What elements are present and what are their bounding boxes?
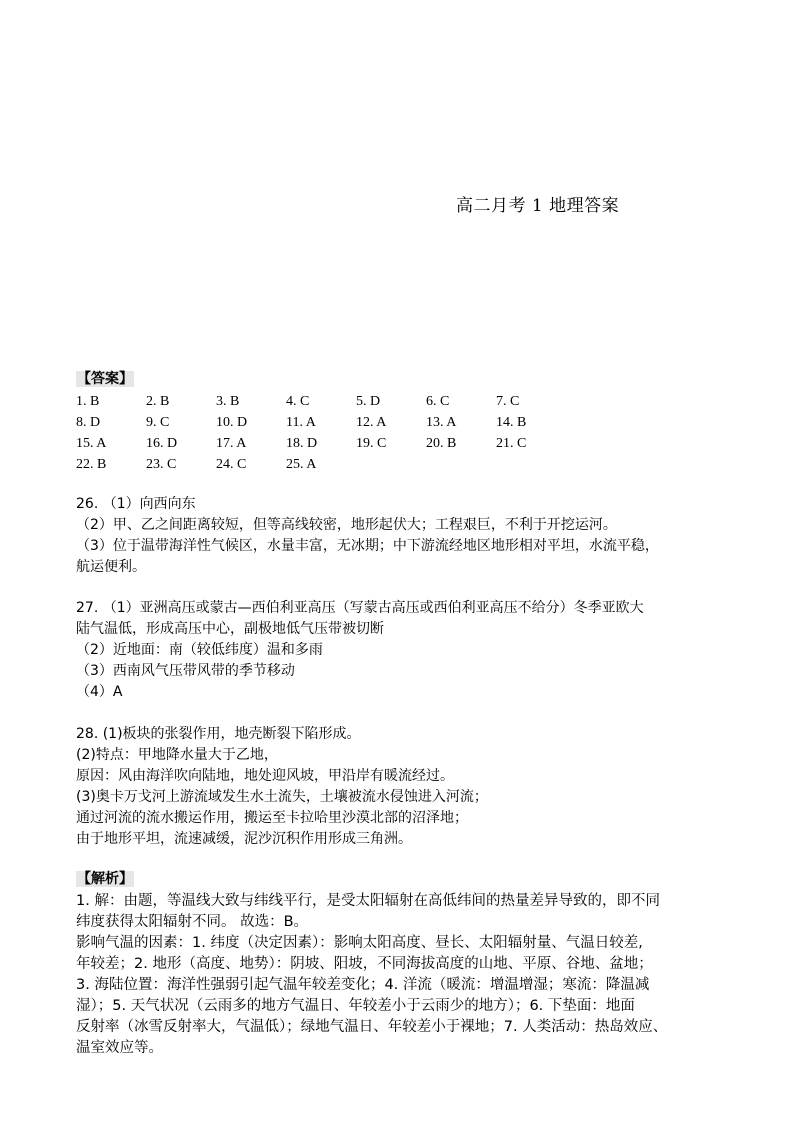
text-line: 由于地形平坦，流速减缓，泥沙沉积作用形成三角洲。 (76, 831, 412, 847)
text-line: (3)奥卡万戈河上游流域发生水土流失，土壤被流水侵蚀进入河流； (76, 789, 488, 805)
text-line: （3）西南风气压带风带的季节移动 (76, 663, 295, 679)
text-line: 影响气温的因素：1. 纬度（决定因素）：影响太阳高度、昼长、太阳辐射量、气温日较差, (76, 935, 643, 951)
answer-item: 18. D (286, 436, 318, 451)
text-line: （3）位于温带海洋性气候区，水量丰富，无冰期；中下游流经地区地形相对平坦，水流平稳， (76, 538, 659, 554)
text-line: （2）甲、乙之间距离较短，但等高线较密，地形起伏大；工程艰巨，不利于开挖运河。 (76, 517, 617, 533)
text-line: (2)特点：甲地降水量大于乙地， (76, 747, 278, 763)
answer-item: 11. A (286, 415, 316, 430)
answer-item: 25. A (286, 457, 317, 472)
answer-item: 6. C (426, 394, 450, 409)
answer-item: 20. B (426, 436, 457, 451)
text-line: 28. (1)板块的张裂作用，地壳断裂下陷形成。 (76, 726, 361, 742)
answer-item: 17. A (216, 436, 247, 451)
text-line: 27. （1）亚洲高压或蒙古—西伯利亚高压（写蒙古高压或西伯利亚高压不给分）冬季亚欧大 (76, 600, 644, 616)
text-line: 年较差；2. 地形（高度、地势）：阴坡、阳坡，不同海拔高度的山地、平原、谷地、盆地； (76, 956, 653, 972)
answer-item: 13. A (426, 415, 457, 430)
text-line: 温室效应等。 (76, 1040, 163, 1056)
answer-item: 23. C (146, 457, 177, 472)
answer-section-tag: 【答案】 (77, 371, 133, 387)
text-line: 航运便利。 (76, 559, 146, 575)
answer-item: 4. C (286, 394, 310, 409)
answer-item: 16. D (146, 436, 178, 451)
text-line: （2）近地面：南（较低纬度）温和多雨 (76, 642, 323, 658)
answer-item: 3. B (216, 394, 240, 409)
answer-item: 8. D (76, 415, 101, 430)
text-line: 3. 海陆位置：海洋性强弱引起气温年较差变化；4. 洋流（暖流：增温增湿；寒流：降温减 (76, 977, 650, 993)
analysis-section-tag: 【解析】 (77, 871, 133, 887)
text-line: 26. （1）向西向东 (76, 496, 196, 512)
answer-item: 12. A (356, 415, 387, 430)
text-line: 陆气温低，形成高压中心，副极地低气压带被切断 (76, 621, 384, 637)
question-28-answer (76, 724, 726, 850)
text-line: 原因：风由海洋吹向陆地，地处迎风坡，甲沿岸有暖流经过。 (76, 768, 454, 784)
answer-item: 9. C (146, 415, 170, 430)
answer-item: 24. C (216, 457, 247, 472)
answer-item: 14. B (496, 415, 527, 430)
question-26-answer (76, 494, 726, 578)
answer-item: 2. B (146, 394, 170, 409)
answer-item: 22. B (76, 457, 107, 472)
answer-item: 1. B (76, 394, 100, 409)
answer-item: 21. C (496, 436, 527, 451)
answer-item: 15. A (76, 436, 107, 451)
text-line: （4）A (76, 684, 123, 700)
page-title: 高二月考 1 地理答案 (456, 196, 620, 216)
answer-item: 7. C (496, 394, 520, 409)
text-line: 反射率（冰雪反射率大，气温低）；绿地气温日、年较差小于裸地；7. 人类活动：热岛效应、 (76, 1019, 668, 1035)
answer-item: 10. D (216, 415, 248, 430)
question-27-answer (76, 598, 726, 703)
text-line: 湿）；5. 天气状况（云雨多的地方气温日、年较差小于云雨少的地方）；6. 下垫面：地面 (76, 998, 635, 1014)
analysis-text (76, 891, 726, 1059)
answer-item: 5. D (356, 394, 381, 409)
text-line: 通过河流的流水搬运作用，搬运至卡拉哈里沙漠北部的沼泽地； (76, 810, 468, 826)
answer-item: 19. C (356, 436, 387, 451)
text-line: 纬度获得太阳辐射不同。 故选：B。 (76, 914, 309, 930)
text-line: 1. 解：由题，等温线大致与纬线平行，是受太阳辐射在高低纬间的热量差异导致的，即不同 (76, 893, 660, 909)
